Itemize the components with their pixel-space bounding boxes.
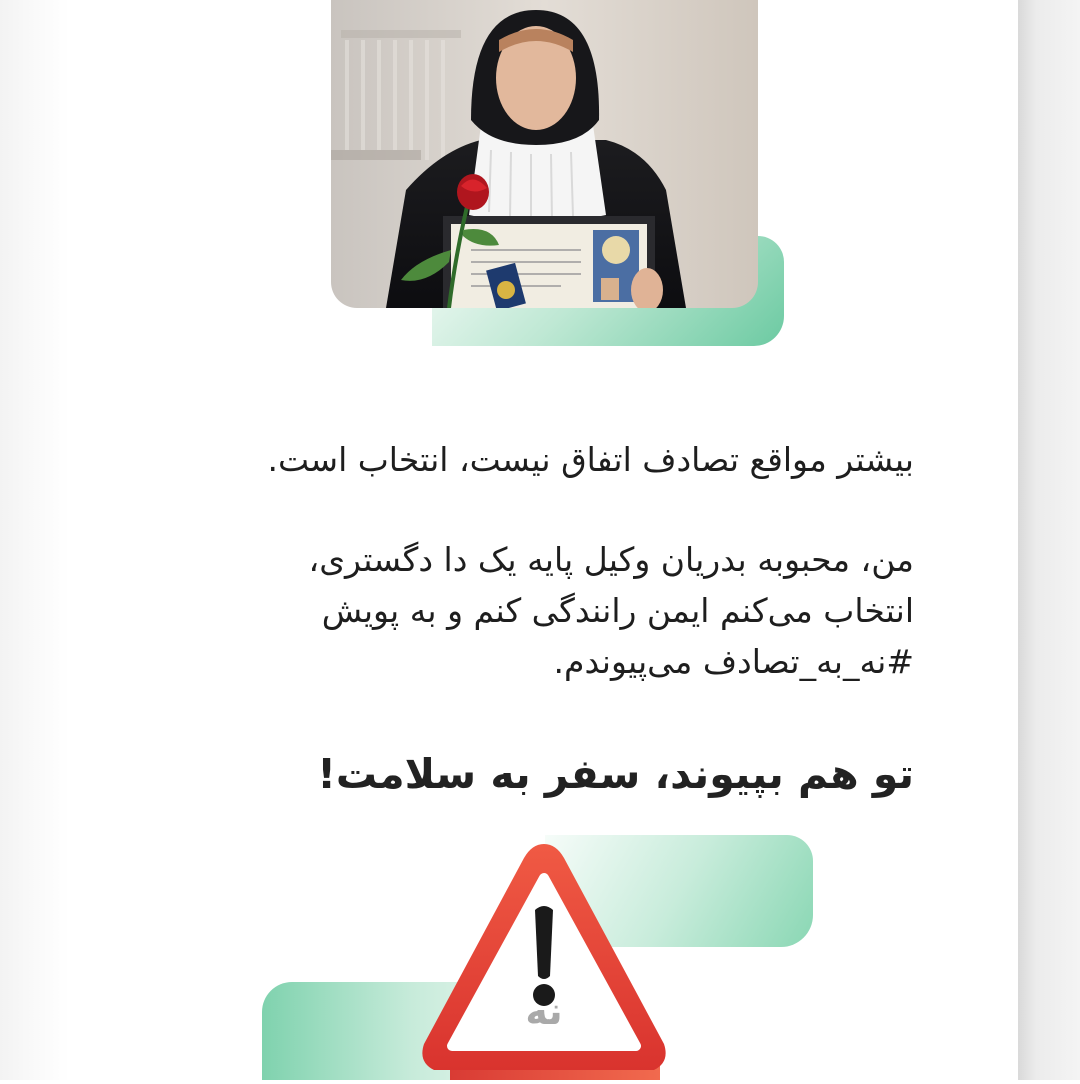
intro-line: بیشتر مواقع تصادف اتفاق نیست، انتخاب است. [267,440,914,479]
statement-line: #نه_به_تصادف می‌پیوندم. [553,642,914,681]
tagline: تو هم بپیوند، سفر به سلامت! [317,750,914,798]
page-shade-right [1018,0,1080,1080]
statement-line: انتخاب می‌کنم ایمن رانندگی کنم و به پویش [321,591,914,630]
warning-sign-label: نه [525,989,563,1033]
statement-line: من، محبوبه بدریان وکیل پایه یک دا دگستری، [308,540,914,579]
portrait-photo [331,0,758,308]
page-shade-left [0,0,70,1080]
warning-triangle-icon [418,838,670,1080]
statement-paragraph [154,534,914,687]
